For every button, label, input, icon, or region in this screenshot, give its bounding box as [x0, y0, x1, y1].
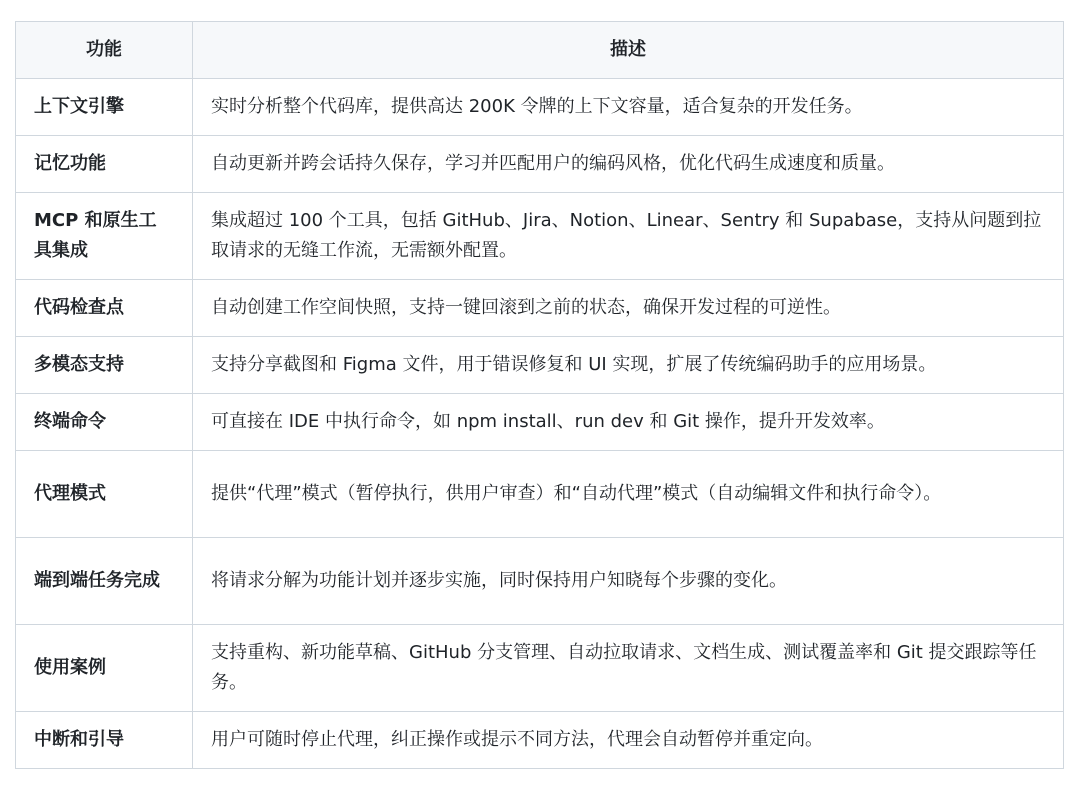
- table-row: [16, 280, 1064, 337]
- feature-cell: 代码检查点: [16, 280, 193, 337]
- table-row: [16, 79, 1064, 136]
- table-row: [16, 337, 1064, 394]
- table-row: [16, 712, 1064, 769]
- description-cell: 将请求分解为功能计划并逐步实施，同时保持用户知晓每个步骤的变化。: [193, 538, 1064, 625]
- feature-cell: 端到端任务完成: [16, 538, 193, 625]
- feature-cell: 多模态支持: [16, 337, 193, 394]
- description-cell: 自动创建工作空间快照，支持一键回滚到之前的状态，确保开发过程的可逆性。: [193, 280, 1064, 337]
- description-cell: 提供“代理”模式（暂停执行，供用户审查）和“自动代理”模式（自动编辑文件和执行命令）。: [193, 451, 1064, 538]
- table-row: [16, 451, 1064, 538]
- table-header-row: [16, 22, 1064, 79]
- description-cell: 集成超过 100 个工具，包括 GitHub、Jira、Notion、Linear、Sentry 和 Supabase，支持从问题到拉取请求的无缝工作流，无需额外配置。: [193, 193, 1064, 280]
- header-description: 描述: [193, 22, 1064, 79]
- table-row: [16, 193, 1064, 280]
- table-row: [16, 136, 1064, 193]
- description-cell: 可直接在 IDE 中执行命令，如 npm install、run dev 和 Git 操作，提升开发效率。: [193, 394, 1064, 451]
- description-cell: 支持分享截图和 Figma 文件，用于错误修复和 UI 实现，扩展了传统编码助手的应用场景。: [193, 337, 1064, 394]
- description-cell: 用户可随时停止代理，纠正操作或提示不同方法，代理会自动暂停并重定向。: [193, 712, 1064, 769]
- description-cell: 支持重构、新功能草稿、GitHub 分支管理、自动拉取请求、文档生成、测试覆盖率和 Git 提交跟踪等任务。: [193, 625, 1064, 712]
- feature-table-container: [15, 21, 1063, 769]
- table-row: [16, 538, 1064, 625]
- description-cell: 实时分析整个代码库，提供高达 200K 令牌的上下文容量，适合复杂的开发任务。: [193, 79, 1064, 136]
- header-feature: 功能: [16, 22, 193, 79]
- feature-cell: 记忆功能: [16, 136, 193, 193]
- feature-cell: 使用案例: [16, 625, 193, 712]
- feature-cell: 中断和引导: [16, 712, 193, 769]
- feature-table: [15, 21, 1064, 769]
- description-cell: 自动更新并跨会话持久保存，学习并匹配用户的编码风格，优化代码生成速度和质量。: [193, 136, 1064, 193]
- table-row: [16, 394, 1064, 451]
- feature-cell: 终端命令: [16, 394, 193, 451]
- feature-cell: 上下文引擎: [16, 79, 193, 136]
- table-row: [16, 625, 1064, 712]
- feature-cell: MCP 和原生工具集成: [16, 193, 193, 280]
- feature-cell: 代理模式: [16, 451, 193, 538]
